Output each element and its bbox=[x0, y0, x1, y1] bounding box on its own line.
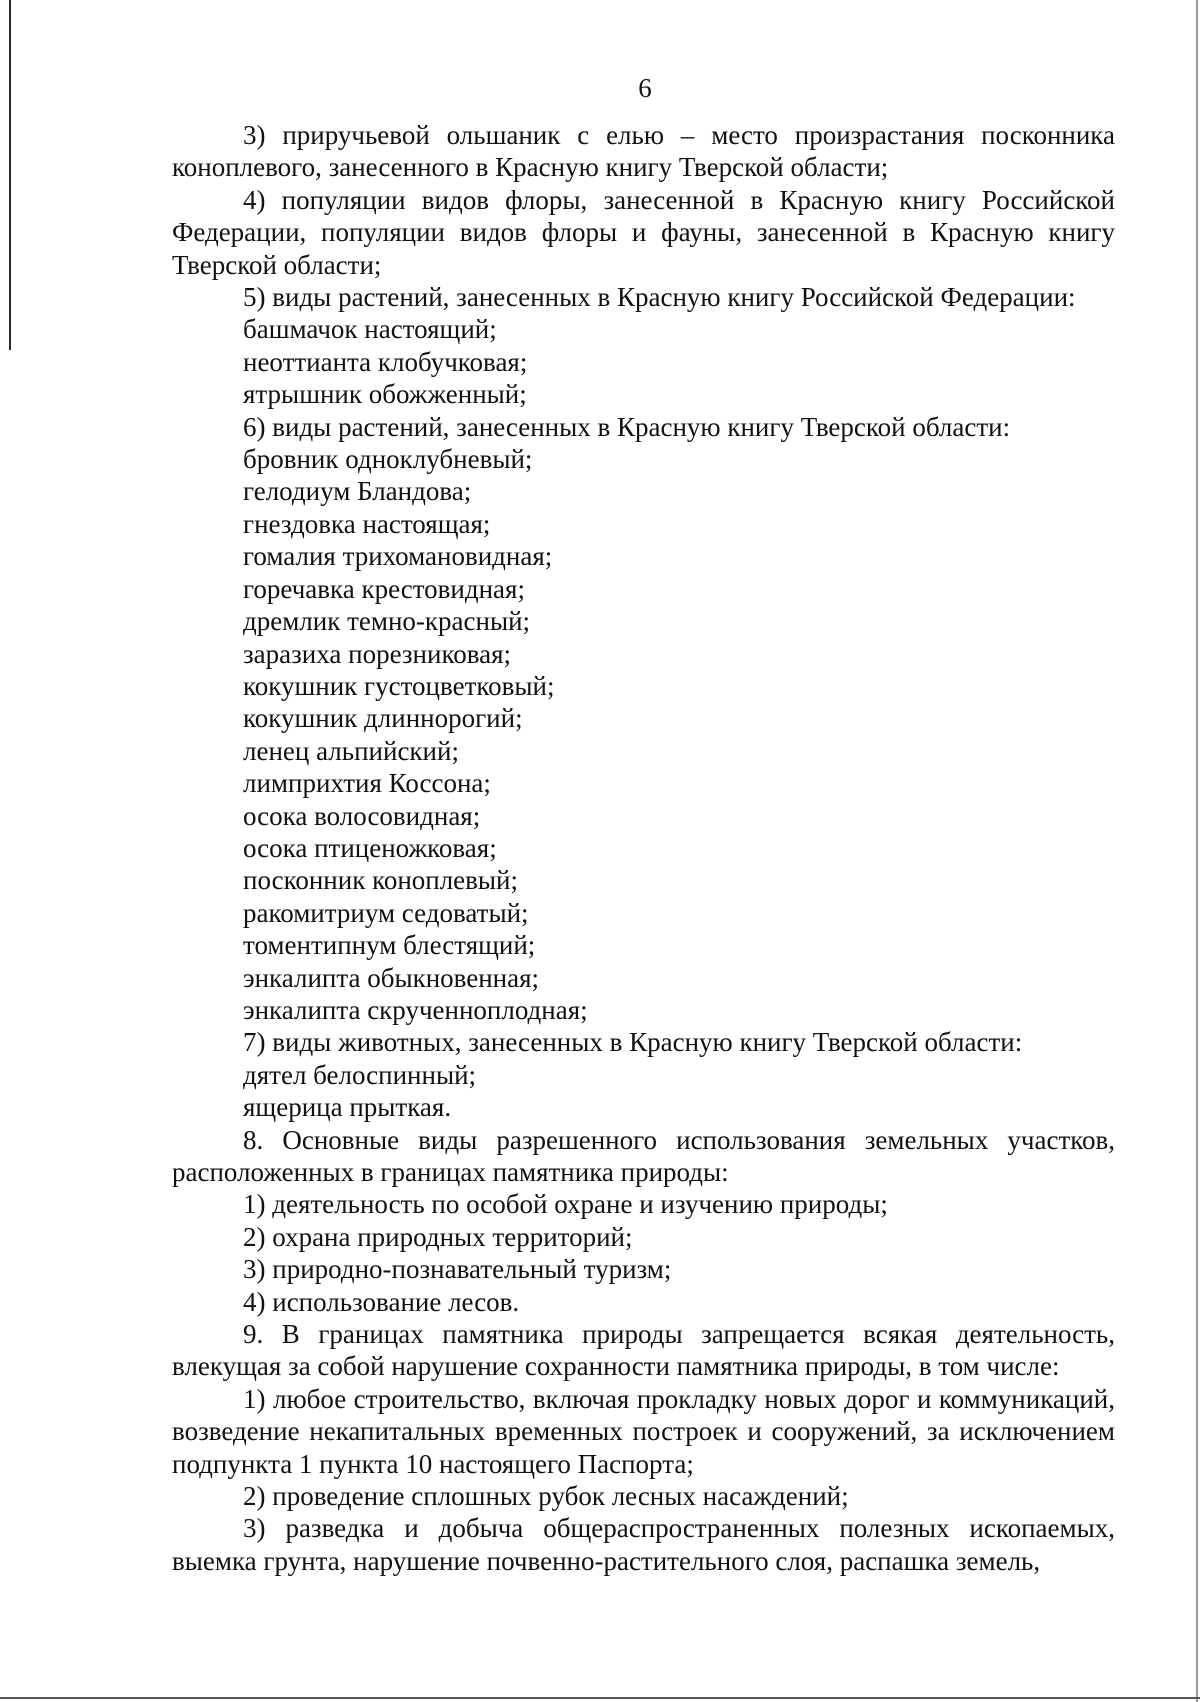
list-item: ятрышник обожженный; bbox=[243, 379, 527, 410]
list-item: осока волосовидная; bbox=[243, 800, 481, 831]
list-item: лимприхтия Коссона; bbox=[243, 768, 491, 799]
list-item: дремлик темно-красный; bbox=[243, 606, 531, 637]
list-item: кокушник длиннорогий; bbox=[243, 703, 523, 734]
list-item: гнездовка настоящая; bbox=[243, 508, 491, 539]
list-item: гомалия трихомановидная; bbox=[243, 541, 553, 572]
scan-edge-left bbox=[9, 0, 11, 350]
document-body bbox=[172, 119, 1115, 1577]
list-item: 2) проведение сплошных рубок лесных насаждений; bbox=[243, 1481, 849, 1512]
list-item: неоттианта клобучковая; bbox=[243, 346, 528, 377]
list-item: 4) использование лесов. bbox=[243, 1286, 520, 1317]
list-item: кокушник густоцветковый; bbox=[243, 670, 555, 701]
list-item: энкалипта скрученноплодная; bbox=[243, 994, 588, 1025]
list-item: 5) виды растений, занесенных в Красную книгу Российской Федерации: bbox=[243, 282, 1076, 313]
list-item: бровник одноклубневый; bbox=[243, 444, 533, 475]
scan-edge-right bbox=[1196, 0, 1198, 1702]
paragraph: 3) разведка и добыча общераспространенных полезных ископаемых, выемка грунта, нарушение почвенно-растительного слоя, распашка земель, bbox=[172, 1513, 1115, 1576]
list-item: башмачок настоящий; bbox=[243, 314, 497, 345]
scan-edge-bottom bbox=[0, 1697, 1200, 1699]
list-item: посконник коноплевый; bbox=[243, 865, 519, 896]
list-item: 1) деятельность по особой охране и изучению природы; bbox=[243, 1189, 888, 1220]
list-item: 2) охрана природных территорий; bbox=[243, 1221, 633, 1252]
list-item: горечавка крестовидная; bbox=[243, 573, 525, 604]
list-item: томентипнум блестящий; bbox=[243, 930, 536, 961]
paragraph: 3) приручьевой ольшаник с елью – место произрастания посконника коноплевого, занесенного в Красную книгу Тверской области; bbox=[172, 120, 1115, 183]
list-item: энкалипта обыкновенная; bbox=[243, 962, 540, 993]
paragraph: 9. В границах памятника природы запрещается всякая деятельность, влекущая за собой нарушение сохранности памятника природы, в том числе: bbox=[172, 1319, 1115, 1382]
list-item: заразиха порезниковая; bbox=[243, 638, 511, 669]
paragraph: 1) любое строительство, включая прокладку новых дорог и коммуникаций, возведение некапитальных временных построек и сооружений, за исключением подпункта 1 пункта 10 настоящего Паспорта; bbox=[172, 1383, 1115, 1479]
list-item: 6) виды растений, занесенных в Красную книгу Тверской области: bbox=[243, 411, 1011, 442]
list-item: ракомитриум седоватый; bbox=[243, 897, 529, 928]
list-item: осока птиценожковая; bbox=[243, 832, 497, 863]
list-item: ящерица прыткая. bbox=[243, 1092, 452, 1123]
paragraph: 4) популяции видов флоры, занесенной в Красную книгу Российской Федерации, популяции видов флоры и фауны, занесенной в Красную книгу Тверской области; bbox=[172, 184, 1115, 280]
page-number: 6 bbox=[638, 73, 652, 103]
paragraph: 8. Основные виды разрешенного использования земельных участков, расположенных в границах памятника природы: bbox=[172, 1124, 1115, 1187]
list-item: 3) природно-познавательный туризм; bbox=[243, 1254, 672, 1285]
list-item: ленец альпийский; bbox=[243, 735, 459, 766]
list-item: дятел белоспинный; bbox=[243, 1059, 477, 1090]
list-item: 7) виды животных, занесенных в Красную книгу Тверской области: bbox=[243, 1027, 1023, 1058]
list-item: гелодиум Бландова; bbox=[243, 476, 472, 507]
